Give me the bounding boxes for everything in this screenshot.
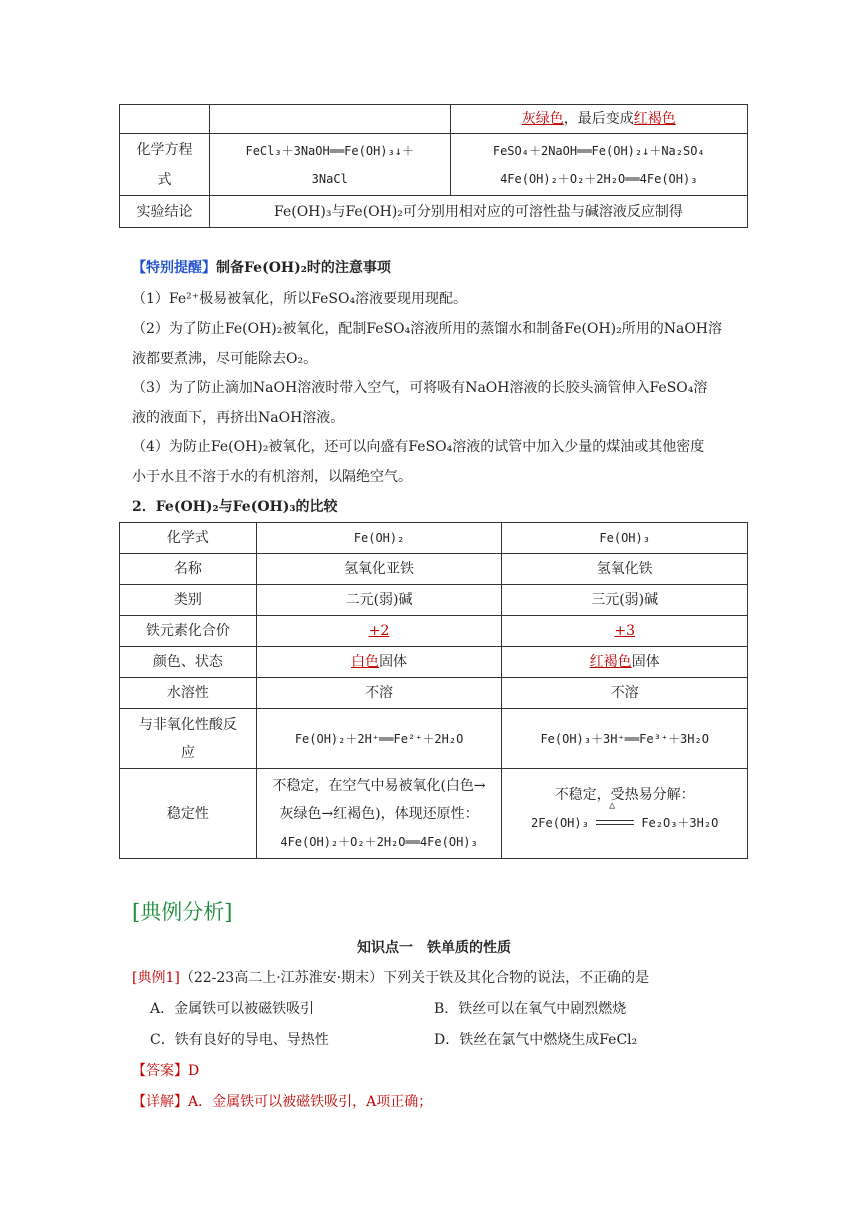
fecl3-eq-l1: FeCl₃＋3NaOH══Fe(OH)₃↓＋ — [245, 143, 414, 158]
detail-line — [132, 1092, 432, 1112]
equation-label-text: 化学方程式 — [136, 141, 193, 188]
solid-text-2: 固体 — [379, 654, 408, 670]
acid-feoh2: Fe(OH)₂＋2H⁺══Fe²⁺＋2H₂O — [256, 709, 502, 769]
acid-label — [120, 709, 257, 769]
category-feoh3: 三元(弱)碱 — [502, 585, 748, 616]
stability-feoh2 — [256, 769, 502, 859]
option-a: A．金属铁可以被磁铁吸引 — [150, 1001, 315, 1017]
decomp-right: Fe₂O₃＋3H₂O — [641, 815, 719, 830]
equation-label — [120, 134, 210, 196]
example1-source: （22-23高二上·江苏淮安·期末）下列关于铁及其化合物的说法，不正确的是 — [179, 970, 650, 986]
prep-color-change-cell — [450, 105, 747, 134]
double-line — [596, 820, 634, 825]
feso4-equation-cell — [450, 134, 747, 196]
color-change-mid: ，最后变成 — [563, 111, 634, 127]
answer-tag: 【答案】 — [132, 1063, 188, 1079]
stability-feoh2-l1: 不稳定，在空气中易被氧化(白色→ — [272, 777, 486, 794]
prep-cell-empty2 — [209, 105, 450, 134]
hdr-feoh2: Fe(OH)₂ — [256, 523, 502, 554]
solubility-feoh2: 不溶 — [256, 678, 502, 709]
stability-feoh3-l1: 不稳定，受热易分解： — [554, 786, 695, 803]
answer-line — [132, 1061, 199, 1081]
hdr-feoh3: Fe(OH)₃ — [502, 523, 748, 554]
heat-arrow — [596, 800, 634, 828]
stability-feoh3 — [502, 769, 748, 859]
fecl3-eq-l2: 3NaCl — [311, 171, 348, 186]
solubility-label: 水溶性 — [120, 678, 257, 709]
option-d: D．铁丝在氯气中燃烧生成FeCl₂ — [434, 1032, 638, 1048]
color-feoh3 — [502, 647, 748, 678]
tip-p3a: （3）为了防止滴加NaOH溶液时带入空气，可将吸有NaOH溶液的长胶头滴管伸入FeSO₄溶 — [132, 380, 708, 396]
color-feoh2 — [256, 647, 502, 678]
acid-label-l1: 与非氧化性酸反 — [138, 716, 237, 733]
gray-green-text: 灰绿色 — [521, 111, 564, 127]
name-feoh2: 氢氧化亚铁 — [256, 554, 502, 585]
category-feoh2: 二元(弱)碱 — [256, 585, 502, 616]
conclusion-label: 实验结论 — [120, 196, 210, 228]
knowledge-title: 知识点一 铁单质的性质 — [357, 940, 511, 956]
stability-label: 稳定性 — [120, 769, 257, 859]
option-c: C．铁有良好的导电、导热性 — [150, 1032, 329, 1048]
detail-text: A．金属铁可以被磁铁吸引，A项正确； — [188, 1094, 433, 1110]
prep-cell-empty — [120, 105, 210, 134]
acid-feoh3: Fe(OH)₃＋3H⁺══Fe³⁺＋3H₂O — [502, 709, 748, 769]
color-label: 颜色、状态 — [120, 647, 257, 678]
tip-title-text: 制备Fe(OH)₂时的注意事项 — [216, 260, 391, 276]
tip-p1: （1）Fe²⁺极易被氧化，所以FeSO₄溶液要现用现配。 — [132, 291, 468, 307]
stability-feoh2-l2: 灰绿色→红褐色)，体现还原性： — [279, 805, 479, 822]
comparison-table — [119, 522, 748, 859]
red-brown-text: 红褐色 — [633, 111, 676, 127]
valence-feoh3: +3 — [502, 616, 748, 647]
example1-question — [132, 968, 649, 988]
tip-p2b: 液都要煮沸，尽可能除去O₂。 — [132, 351, 318, 367]
tip-bracket: 【特别提醒】 — [132, 260, 216, 276]
option-b: B．铁丝可以在氧气中剧烈燃烧 — [434, 1001, 627, 1017]
tip-p4a: （4）为防止Fe(OH)₂被氧化，还可以向盛有FeSO₄溶液的试管中加入少量的煤油或其他密度 — [132, 439, 705, 455]
decomp-left: 2Fe(OH)₃ — [531, 815, 589, 830]
category-label: 类别 — [120, 585, 257, 616]
name-label: 名称 — [120, 554, 257, 585]
name-feoh3: 氢氧化铁 — [502, 554, 748, 585]
prep-table — [119, 104, 748, 228]
solid-text-3: 固体 — [631, 654, 660, 670]
fecl3-equation-cell — [209, 134, 450, 196]
section2-title: 2．Fe(OH)₂与Fe(OH)₃的比较 — [132, 499, 338, 515]
example1-tag: [典例1] — [132, 970, 180, 986]
white-text: 白色 — [351, 654, 380, 670]
delta-symbol: △ — [609, 800, 616, 811]
hdr-formula: 化学式 — [120, 523, 257, 554]
red-brown-text-2: 红褐色 — [589, 654, 632, 670]
tip-p3b: 液的液面下，再挤出NaOH溶液。 — [132, 410, 345, 426]
tip-p4b: 小于水且不溶于水的有机溶剂，以隔绝空气。 — [132, 469, 412, 485]
answer-value: D — [188, 1063, 200, 1079]
valence-feoh2: +2 — [256, 616, 502, 647]
acid-label-l2: 应 — [180, 744, 195, 761]
example-heading: [典例分析] — [132, 900, 233, 924]
decomposition-equation — [502, 800, 747, 837]
tip-title — [132, 258, 391, 278]
tip-p2a: （2）为了防止Fe(OH)₂被氧化，配制FeSO₄溶液所用的蒸馏水和制备Fe(OH)₂所用的NaOH溶 — [132, 321, 723, 337]
valence-label: 铁元素化合价 — [120, 616, 257, 647]
conclusion-text: Fe(OH)₃与Fe(OH)₂可分别用相对应的可溶性盐与碱溶液反应制得 — [209, 196, 747, 228]
feso4-eq-l2: 4Fe(OH)₂＋O₂＋2H₂O══4Fe(OH)₃ — [500, 171, 698, 186]
solubility-feoh3: 不溶 — [502, 678, 748, 709]
detail-tag: 【详解】 — [132, 1094, 188, 1110]
stability-feoh2-l3: 4Fe(OH)₂＋O₂＋2H₂O══4Fe(OH)₃ — [280, 834, 478, 849]
feso4-eq-l1: FeSO₄＋2NaOH══Fe(OH)₂↓＋Na₂SO₄ — [492, 143, 705, 158]
